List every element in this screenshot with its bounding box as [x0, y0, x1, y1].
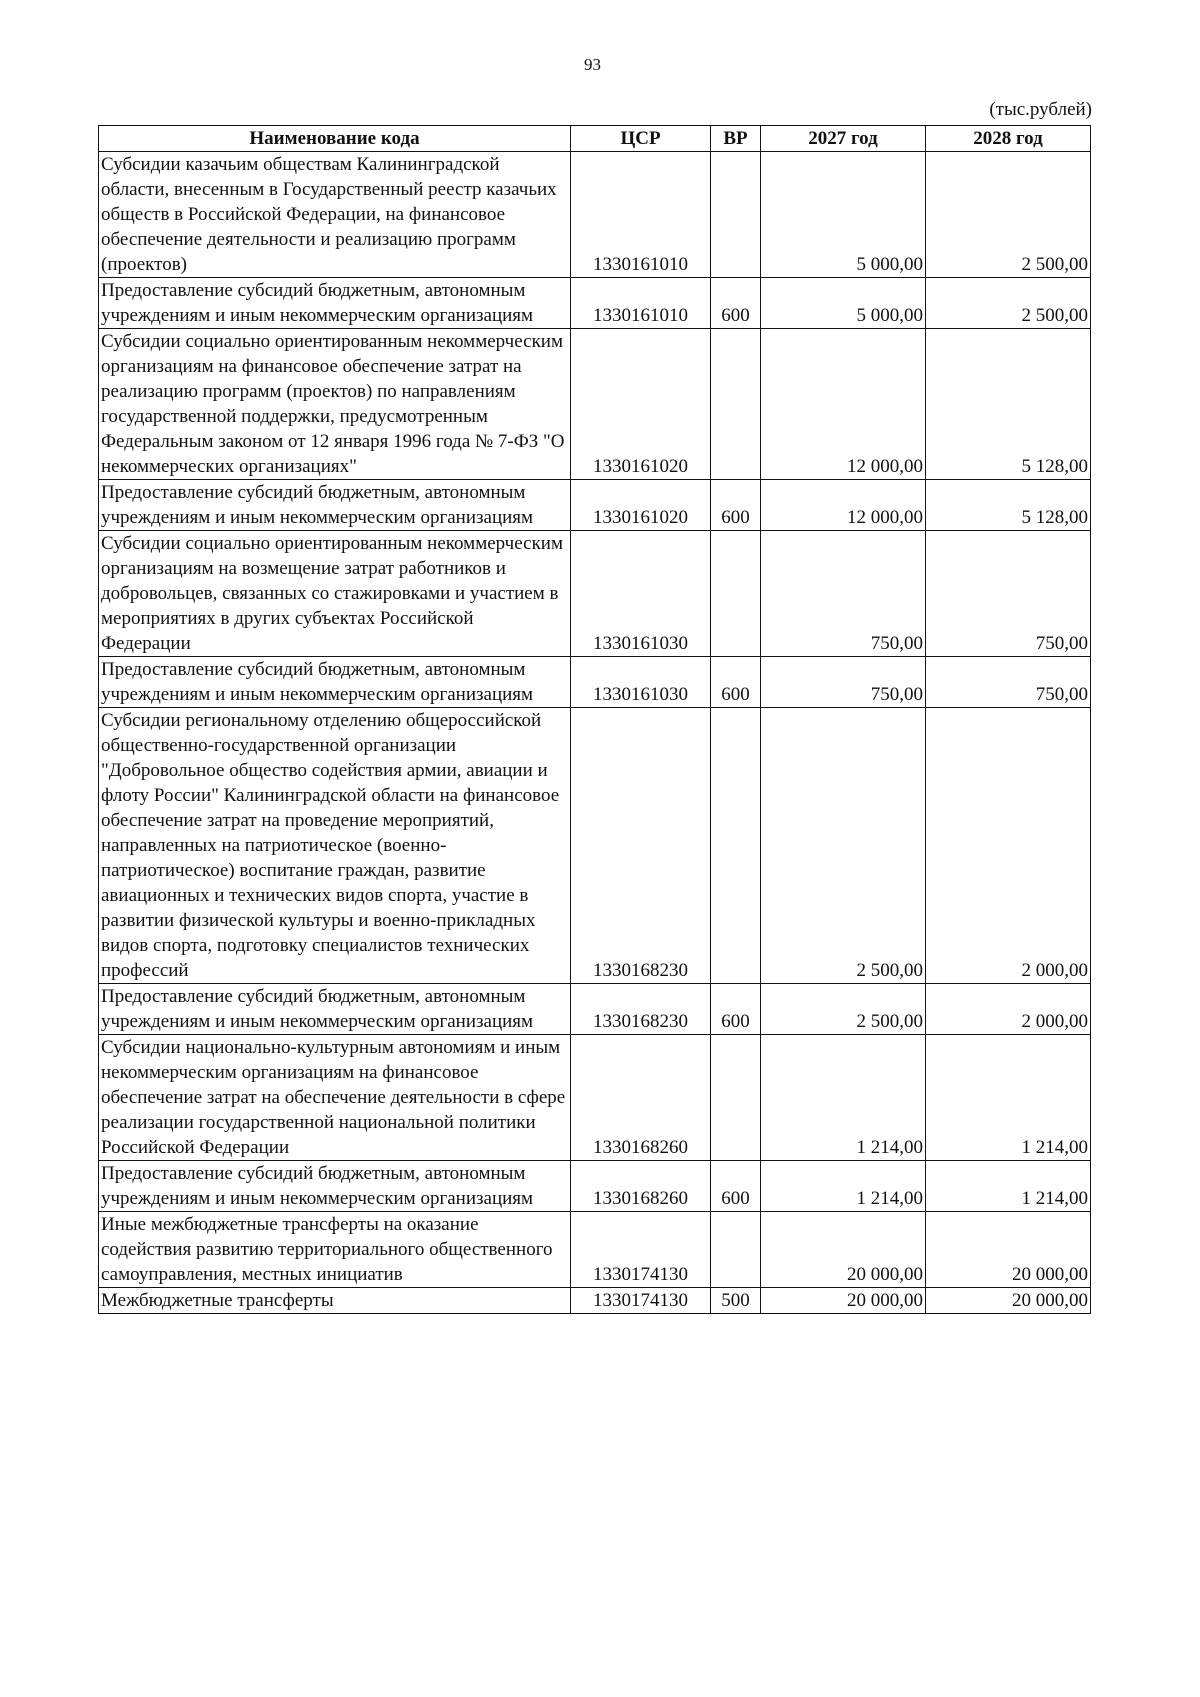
row-vr: 500: [711, 1288, 761, 1314]
row-name: Предоставление субсидий бюджетным, автономным учреждениям и иным некоммерческим организациям: [99, 480, 571, 531]
row-name: Субсидии казачьим обществам Калининградской области, внесенным в Государственный реестр казачьих обществ в Российской Федерации, на финансовое обеспечение деятельности и реализацию программ (проектов): [99, 152, 571, 278]
table-row: [99, 278, 1091, 329]
budget-table: [98, 125, 1091, 1314]
row-2027: 1 214,00: [761, 1161, 926, 1212]
row-vr: [711, 708, 761, 984]
header-vr: ВР: [711, 126, 761, 152]
row-csr: 1330161030: [571, 531, 711, 657]
row-2028: 20 000,00: [926, 1288, 1091, 1314]
row-vr: [711, 1212, 761, 1288]
row-vr: [711, 329, 761, 480]
row-2028: 2 000,00: [926, 708, 1091, 984]
row-vr: 600: [711, 1161, 761, 1212]
row-vr: [711, 152, 761, 278]
row-csr: 1330168260: [571, 1161, 711, 1212]
row-csr: 1330161020: [571, 329, 711, 480]
row-2028: 2 500,00: [926, 152, 1091, 278]
header-2028: 2028 год: [926, 126, 1091, 152]
units-label: (тыс.рублей): [989, 99, 1092, 120]
row-2028: 1 214,00: [926, 1161, 1091, 1212]
row-csr: 1330161010: [571, 278, 711, 329]
table-row: [99, 1161, 1091, 1212]
table-row: [99, 531, 1091, 657]
row-2027: 20 000,00: [761, 1212, 926, 1288]
table-row: [99, 329, 1091, 480]
row-2028: 20 000,00: [926, 1212, 1091, 1288]
row-2027: 2 500,00: [761, 708, 926, 984]
header-2027: 2027 год: [761, 126, 926, 152]
row-2028: 5 128,00: [926, 480, 1091, 531]
row-2027: 12 000,00: [761, 329, 926, 480]
table-row: [99, 152, 1091, 278]
row-name: Субсидии социально ориентированным некоммерческим организациям на возмещение затрат работников и добровольцев, связанных со стажировками и участием в мероприятиях в других субъектах Российской Федерации: [99, 531, 571, 657]
page-number: 93: [584, 55, 601, 74]
table-header-row: [99, 126, 1091, 152]
row-2027: 20 000,00: [761, 1288, 926, 1314]
row-name: Предоставление субсидий бюджетным, автономным учреждениям и иным некоммерческим организациям: [99, 1161, 571, 1212]
row-2028: 2 000,00: [926, 984, 1091, 1035]
row-2027: 12 000,00: [761, 480, 926, 531]
row-csr: 1330168260: [571, 1035, 711, 1161]
table-row: [99, 1212, 1091, 1288]
row-vr: 600: [711, 657, 761, 708]
row-name: Предоставление субсидий бюджетным, автономным учреждениям и иным некоммерческим организациям: [99, 278, 571, 329]
row-csr: 1330161010: [571, 152, 711, 278]
row-vr: 600: [711, 480, 761, 531]
row-2028: 5 128,00: [926, 329, 1091, 480]
row-2027: 2 500,00: [761, 984, 926, 1035]
row-2027: 5 000,00: [761, 152, 926, 278]
row-2028: 750,00: [926, 657, 1091, 708]
row-name: Межбюджетные трансферты: [99, 1288, 571, 1314]
row-vr: 600: [711, 984, 761, 1035]
row-name: Предоставление субсидий бюджетным, автономным учреждениям и иным некоммерческим организациям: [99, 657, 571, 708]
header-name: Наименование кода: [99, 126, 571, 152]
row-name: Иные межбюджетные трансферты на оказание содействия развитию территориального общественного самоуправления, местных инициатив: [99, 1212, 571, 1288]
row-2028: 2 500,00: [926, 278, 1091, 329]
table-row: [99, 657, 1091, 708]
row-2027: 750,00: [761, 531, 926, 657]
row-csr: 1330168230: [571, 984, 711, 1035]
row-2027: 1 214,00: [761, 1035, 926, 1161]
row-csr: 1330174130: [571, 1212, 711, 1288]
row-2028: 1 214,00: [926, 1035, 1091, 1161]
row-vr: 600: [711, 278, 761, 329]
row-2027: 750,00: [761, 657, 926, 708]
table-row: [99, 1288, 1091, 1314]
row-name: Субсидии национально-культурным автономиям и иным некоммерческим организациям на финансовое обеспечение затрат на обеспечение деятельности в сфере реализации государственной национальной политики Российской Федерации: [99, 1035, 571, 1161]
row-2027: 5 000,00: [761, 278, 926, 329]
header-csr: ЦСР: [571, 126, 711, 152]
row-csr: 1330161030: [571, 657, 711, 708]
row-csr: 1330174130: [571, 1288, 711, 1314]
row-2028: 750,00: [926, 531, 1091, 657]
table-row: [99, 1035, 1091, 1161]
table-row: [99, 984, 1091, 1035]
row-vr: [711, 531, 761, 657]
row-name: Предоставление субсидий бюджетным, автономным учреждениям и иным некоммерческим организациям: [99, 984, 571, 1035]
row-csr: 1330168230: [571, 708, 711, 984]
row-name: Субсидии социально ориентированным некоммерческим организациям на финансовое обеспечение затрат на реализацию программ (проектов) по направлениям государственной поддержки, предусмотренным Федеральным законом от 12 января 1996 года № 7-ФЗ "О некоммерческих организациях": [99, 329, 571, 480]
row-name: Субсидии региональному отделению общероссийской общественно-государственной организации "Добровольное общество содействия армии, авиации и флоту России" Калининградской области на финансовое обеспечение затрат на проведение мероприятий, направленных на патриотическое (военно-патриотическое) воспитание граждан, развитие авиационных и технических видов спорта, участие в развитии физической культуры и военно-прикладных видов спорта, подготовку специалистов технических профессий: [99, 708, 571, 984]
table-row: [99, 708, 1091, 984]
row-vr: [711, 1035, 761, 1161]
table-row: [99, 480, 1091, 531]
row-csr: 1330161020: [571, 480, 711, 531]
